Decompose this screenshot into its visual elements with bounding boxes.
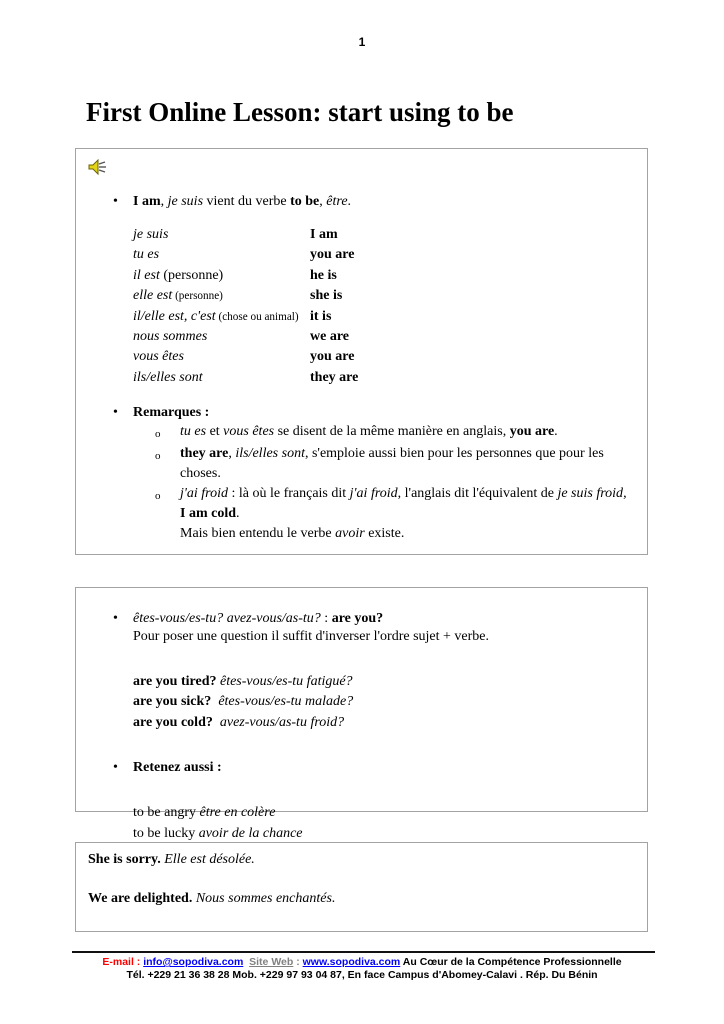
conjugation-row	[133, 225, 635, 245]
question-heading-line: êtes-vous/es-tu? avez-vous/as-tu? : are you?	[133, 611, 384, 626]
english-cell: we are	[310, 329, 349, 345]
idiom-examples	[133, 803, 635, 844]
idiom-line: to be lucky avoir de la chance	[133, 825, 303, 841]
intro-text: I am, je suis vient du verbe to be, être.	[133, 194, 352, 209]
lesson-box-questions	[75, 587, 648, 841]
remark-paragraph: they are, ils/elles sont, s'emploie aussi bien pour les personnes que pour les choses.	[180, 446, 604, 482]
conjugation-row	[133, 307, 635, 327]
english-cell: you are	[310, 349, 355, 365]
french-cell: elle est (personne)	[133, 288, 223, 304]
remark-paragraph: Mais bien entendu le verbe avoir existe.	[180, 526, 405, 542]
english-cell: he is	[310, 267, 337, 283]
bullet-marker: •	[113, 760, 118, 776]
example-line: are you cold? avez-vous/as-tu froid?	[133, 714, 345, 730]
sentence-line: We are delighted. Nous sommes enchantés.	[88, 891, 336, 906]
french-cell: ils/elles sont	[133, 369, 203, 385]
remark-item	[155, 444, 635, 484]
conjugation-row	[133, 347, 635, 367]
example-line: are you sick? êtes-vous/es-tu malade?	[133, 694, 354, 710]
remark-item	[155, 422, 635, 444]
conjugation-row	[133, 286, 635, 306]
question-subline: Pour poser une question il suffit d'inverser l'ordre sujet + verbe.	[133, 629, 489, 644]
french-cell: vous êtes	[133, 349, 184, 365]
remark-paragraph: j'ai froid : là où le français dit j'ai froid, l'anglais dit l'équivalent de je suis froid, I am cold.	[180, 486, 627, 522]
remark-paragraph: tu es et vous êtes se disent de la même manière en anglais, you are.	[180, 424, 558, 440]
website-link[interactable]: www.sopodiva.com	[302, 956, 401, 968]
example-line: are you tired? êtes-vous/es-tu fatigué?	[133, 674, 353, 689]
audio-row	[88, 159, 635, 177]
french-cell: tu es	[133, 247, 160, 263]
speaker-icon[interactable]	[88, 159, 635, 176]
question-heading-item	[113, 610, 635, 646]
conjugation-table	[133, 225, 635, 388]
remarks-heading-item	[113, 404, 635, 422]
remarks-heading: Remarques :	[133, 405, 210, 421]
english-cell: they are	[310, 369, 359, 385]
conjugation-row	[133, 327, 635, 347]
footer-divider	[72, 951, 655, 953]
bullet-marker: •	[113, 405, 118, 421]
idiom-line: to be angry être en colère	[133, 805, 276, 821]
remark-text	[180, 484, 635, 544]
french-cell: je suis	[133, 227, 169, 242]
bullet-marker: •	[113, 611, 118, 626]
conjugation-row	[133, 368, 635, 388]
english-cell: you are	[310, 247, 355, 263]
email-link[interactable]: info@sopodiva.com	[143, 956, 244, 968]
page-number: 1	[358, 35, 366, 49]
french-cell: nous sommes	[133, 329, 208, 345]
sentence-line: She is sorry. Elle est désolée.	[88, 852, 255, 867]
page-title: First Online Lesson: start using to be	[86, 97, 514, 127]
retenez-heading: Retenez aussi :	[133, 760, 222, 776]
english-cell: I am	[310, 227, 338, 242]
footer-address-line: Tél. +229 21 36 38 28 Mob. +229 97 93 04 87, En face Campus d'Abomey-Calavi . Rép. Du Bénin	[126, 969, 598, 981]
footer-contact-line: E-mail : info@sopodiva.com Site Web : www.sopodiva.com Au Cœur de la Compétence Professionnelle	[102, 956, 622, 968]
example-sentences-box	[75, 842, 648, 932]
retenez-heading-item	[113, 759, 635, 777]
question-heading	[133, 610, 635, 646]
english-cell: it is	[310, 308, 332, 324]
french-cell: il/elle est, c'est (chose ou animal)	[133, 308, 299, 324]
conjugation-row	[133, 266, 635, 286]
sub-bullet-marker: o	[155, 490, 161, 503]
question-examples	[133, 672, 635, 733]
remark-text	[180, 444, 635, 484]
sub-bullet-marker: o	[155, 428, 161, 441]
sub-bullet-marker: o	[155, 450, 161, 463]
intro-item	[113, 193, 635, 211]
remark-text	[180, 422, 635, 444]
remark-item	[155, 484, 635, 544]
bullet-marker: •	[113, 194, 118, 209]
lesson-box-conjugation	[75, 148, 648, 555]
french-cell: il est (personne)	[133, 267, 224, 283]
conjugation-row	[133, 245, 635, 265]
english-cell: she is	[310, 288, 343, 304]
